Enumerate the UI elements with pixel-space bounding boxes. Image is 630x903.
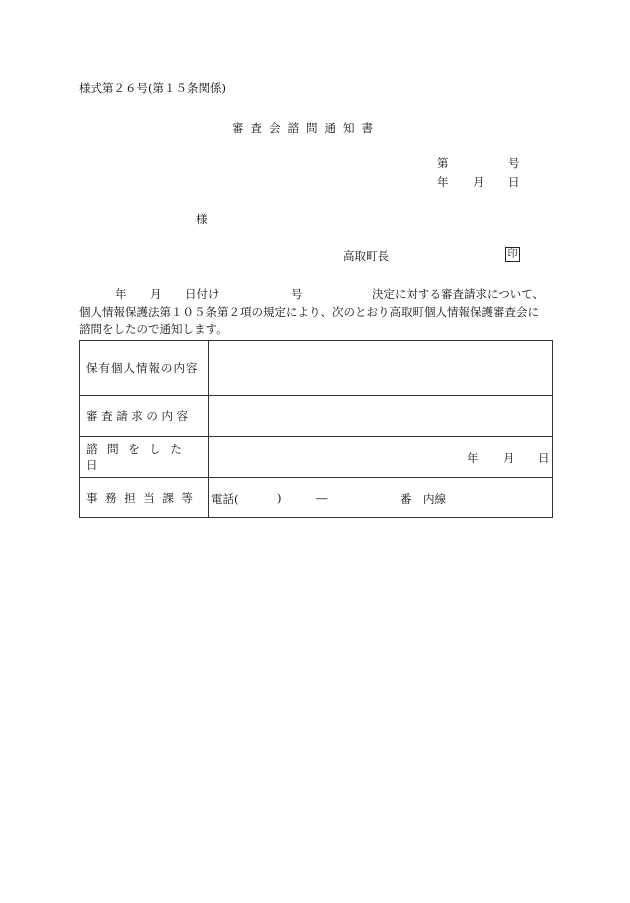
row-value-request-content	[209, 396, 553, 437]
sender-name: 高取町長	[343, 249, 389, 263]
table-row	[80, 396, 553, 437]
phone-dash: ―	[316, 491, 328, 505]
body-go: 号	[291, 287, 303, 301]
inquiry-year: 年	[467, 451, 479, 465]
body-line2: 個人情報保護法第１０５条第２項の規定により、次のとおり高取町個人情報保護審査会に	[79, 305, 539, 319]
row-value-office	[209, 478, 553, 518]
doc-number-go: 号	[508, 156, 520, 170]
row-label-text: 審査請求の内容	[86, 409, 192, 423]
body-line3: 諮問をしたので通知します。	[79, 322, 228, 336]
row-value-inquiry-date	[209, 437, 553, 478]
issue-date-day: 日	[508, 175, 520, 189]
row-label-text: 保有個人情報の内容	[86, 361, 199, 375]
body-line1-text: 決定に対する審査請求について、	[372, 287, 545, 301]
form-number: 様式第２６号(第１５条関係)	[79, 81, 226, 95]
row-label-inquiry-date	[80, 437, 209, 478]
body-month: 月	[150, 287, 162, 301]
body-day-tsuke: 日付け	[185, 287, 220, 301]
phone-paren-close: )	[277, 491, 282, 505]
body-year: 年	[115, 287, 127, 301]
table-row	[80, 478, 553, 518]
row-value-personal-info	[209, 341, 553, 396]
inquiry-month: 月	[503, 451, 515, 465]
row-label-office	[80, 478, 209, 518]
doc-number-dai: 第	[437, 156, 449, 170]
row-label-text: 諮問をした日	[86, 442, 192, 472]
issue-date-month: 月	[473, 175, 485, 189]
phone-prefix: 電話(	[211, 492, 239, 506]
table-row	[80, 341, 553, 396]
phone-naisen: 内線	[423, 492, 446, 506]
row-label-personal-info	[80, 341, 209, 396]
notification-table	[79, 340, 553, 518]
table-row	[80, 437, 553, 478]
row-label-request-content	[80, 396, 209, 437]
row-label-text: 事務担当課等	[86, 490, 201, 505]
seal-mark: 印	[505, 247, 520, 262]
phone-ban: 番	[400, 492, 412, 506]
document-title: 審査会諮問通知書	[232, 121, 380, 135]
inquiry-day: 日	[538, 451, 550, 465]
addressee-suffix: 様	[196, 212, 208, 226]
issue-date-year: 年	[437, 175, 449, 189]
